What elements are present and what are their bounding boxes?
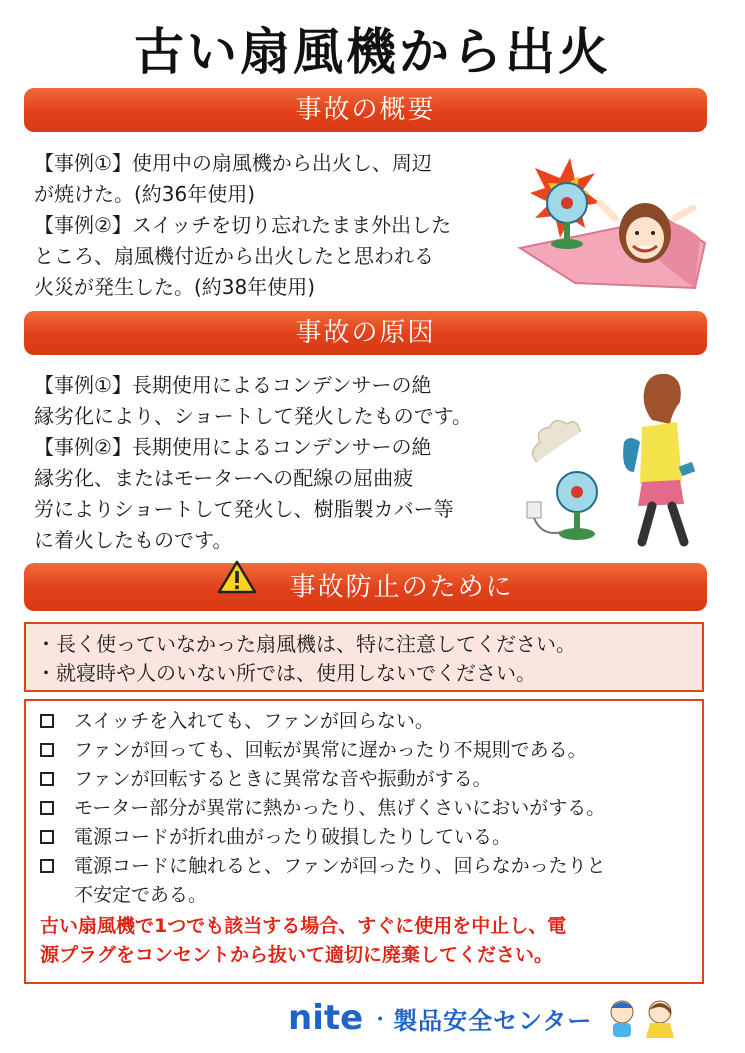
burning-fan-illustration: [515, 148, 715, 298]
warning-note: 古い扇風機で1つでも該当する場合、すぐに使用を中止し、電 源プラグをコンセントから抜いて適切に廃棄してください。: [40, 915, 567, 966]
footer-organization: 製品安全センター: [393, 1006, 593, 1035]
section-heading-overview: [24, 88, 707, 132]
warning-triangle-icon: [217, 560, 257, 610]
cause-line: 【事例②】長期使用によるコンデンサーの絶: [34, 435, 432, 459]
overview-line: 【事例②】スイッチを切り忘れたまま外出した: [34, 213, 452, 237]
section-heading-overview-label: 事故の概要: [295, 95, 436, 125]
page-title: 古い扇風機から出火: [134, 23, 611, 81]
checklist-item-label: ファンが回っても、回転が異常に遅かったり不規則である。: [74, 739, 587, 761]
mascot-children-icon: [600, 996, 682, 1040]
checklist-item: [40, 707, 702, 736]
checklist-item: [40, 823, 702, 852]
overview-line: ところ、扇風機付近から出火したと思われる: [34, 244, 434, 268]
nite-logo: nite: [288, 998, 364, 1038]
overview-line: 火災が発生した。(約38年使用): [34, 275, 316, 299]
section-heading-cause-label: 事故の原因: [295, 318, 436, 348]
footer-separator: ・: [369, 1007, 392, 1033]
cause-line: 縁劣化により、ショートして発火したものです。: [34, 404, 472, 428]
checklist-item-label: モーター部分が異常に熱かったり、焦げくさいにおいがする。: [74, 797, 606, 819]
checkbox-icon: [40, 859, 54, 873]
checkbox-icon: [40, 801, 54, 815]
notice-item: ・就寝時や人のいない所では、使用しないでください。: [36, 661, 536, 685]
checklist-box: [24, 699, 704, 984]
checkbox-icon: [40, 714, 54, 728]
checkbox-icon: [40, 743, 54, 757]
overview-text: [34, 148, 451, 303]
footer: [288, 996, 682, 1040]
checkbox-icon: [40, 830, 54, 844]
checklist-item-label: ファンが回転するときに異常な音や振動がする。: [74, 768, 492, 790]
section-heading-prevention-label: 事故防止のために: [289, 572, 514, 603]
cause-line: 【事例①】長期使用によるコンデンサーの絶: [34, 373, 432, 397]
checklist-item: [40, 852, 702, 910]
checklist-item: [40, 794, 702, 823]
checklist-item: [40, 765, 702, 794]
section-heading-prevention: [24, 563, 707, 611]
cause-text: [34, 370, 472, 556]
checklist-item: [40, 736, 702, 765]
cause-line: に着火したものです。: [34, 528, 233, 552]
overview-line: 【事例①】使用中の扇風機から出火し、周辺: [34, 151, 432, 175]
notice-item: ・長く使っていなかった扇風機は、特に注意してください。: [36, 632, 576, 656]
overview-line: が焼けた。(約36年使用): [34, 182, 256, 206]
checkbox-icon: [40, 772, 54, 786]
section-heading-cause: [24, 311, 707, 355]
notice-box: [24, 622, 704, 692]
checklist-item-label: 電源コードに触れると、ファンが回ったり、回らなかったりと 不安定である。: [74, 855, 606, 906]
checklist-item-label: スイッチを入れても、ファンが回らない。: [74, 710, 434, 732]
leaving-woman-illustration: [512, 372, 712, 552]
cause-line: 縁劣化、またはモーターへの配線の屈曲疲: [34, 466, 414, 490]
checklist-item-label: 電源コードが折れ曲がったり破損したりしている。: [74, 826, 512, 848]
cause-line: 労によりショートして発火し、樹脂製カバー等: [34, 497, 454, 521]
